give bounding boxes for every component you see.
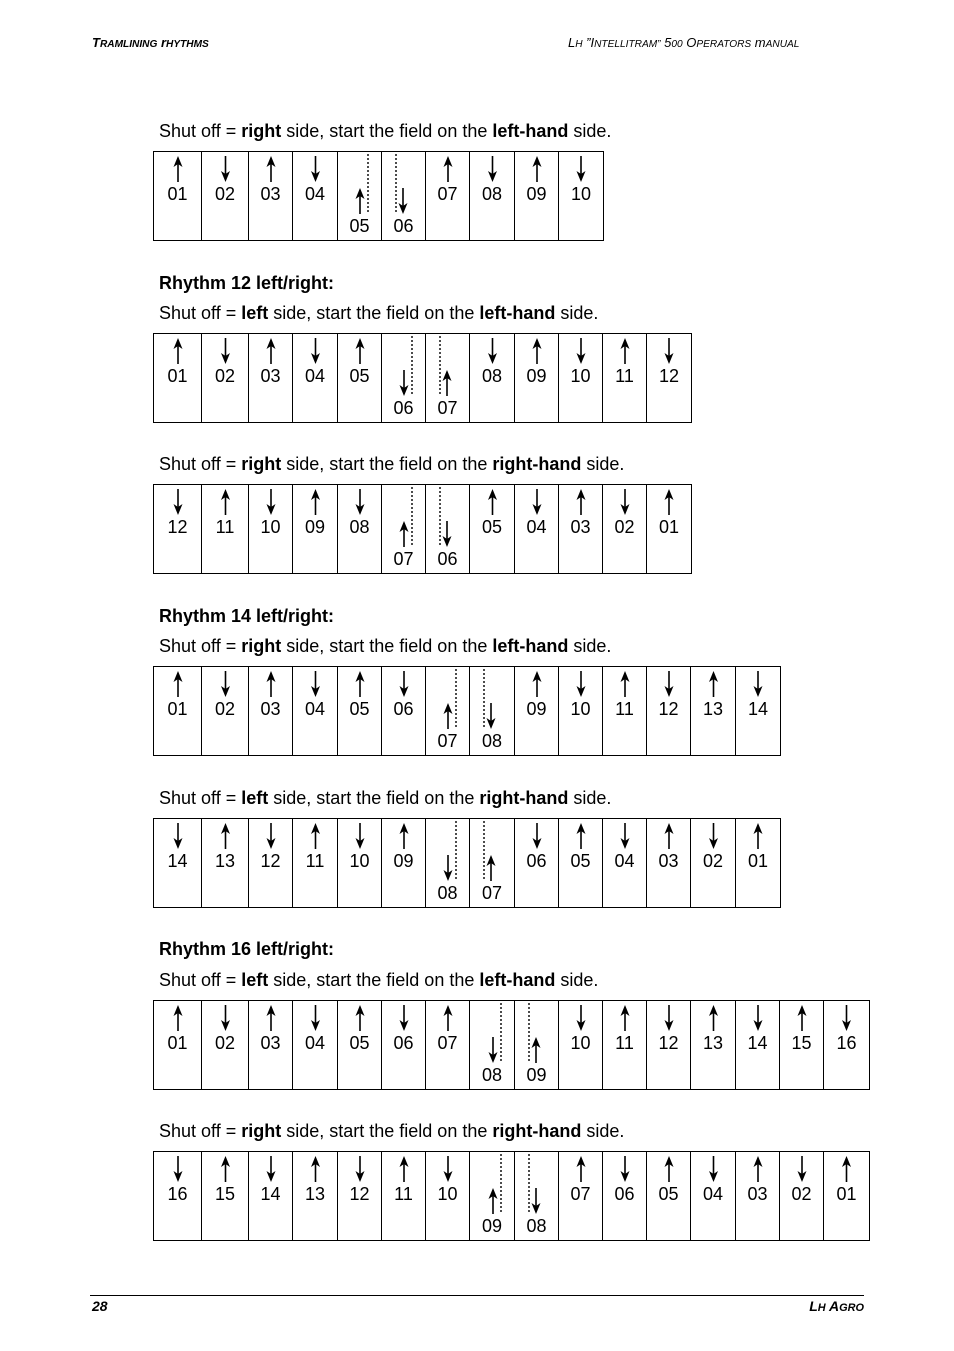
track-number: 06 (393, 699, 414, 719)
track-number: 15 (214, 1184, 236, 1204)
track-number: 02 (214, 1033, 236, 1053)
track-number: 10 (570, 184, 592, 204)
line-pre: Shut off = (159, 454, 242, 474)
track-number: 09 (304, 517, 326, 537)
track-number: 06 (614, 1184, 635, 1204)
track-number: 16 (836, 1033, 857, 1053)
track-cell (515, 1001, 559, 1089)
rhythm-line-2 (159, 453, 624, 475)
track-number: 12 (658, 699, 679, 719)
line-pre: Shut off = (159, 121, 242, 141)
track-number: 02 (614, 517, 635, 537)
track-number: 08 (526, 1216, 547, 1236)
line-post: side. (568, 121, 612, 141)
track-cell (736, 819, 780, 907)
track-number: 09 (526, 699, 547, 719)
line-b1: left (241, 788, 269, 808)
line-pre: Shut off = (159, 636, 242, 656)
track-cell (338, 819, 382, 907)
line-b2: right-hand (492, 1121, 582, 1141)
track-number: 12 (658, 366, 680, 386)
footer-brand: LH AGRO (809, 1298, 864, 1314)
track-number: 08 (481, 184, 503, 204)
track-number: 02 (214, 699, 236, 719)
track-cell (382, 485, 426, 573)
track-cell (647, 334, 691, 422)
track-cell (426, 1152, 470, 1240)
track-number: 06 (393, 1033, 414, 1053)
track-number: 08 (481, 731, 503, 751)
track-number: 01 (167, 184, 188, 204)
track-cell (470, 1001, 515, 1089)
track-cell (154, 334, 202, 422)
rhythm-14-heading: Rhythm 14 left/right: (159, 606, 335, 626)
track-number: 06 (526, 851, 547, 871)
line-b1: left (241, 970, 269, 990)
track-cell (293, 819, 338, 907)
track-number: 04 (614, 851, 635, 871)
track-cell (603, 334, 647, 422)
track-cell (470, 667, 515, 755)
track-number: 04 (304, 1033, 326, 1053)
line-post: side. (581, 1121, 625, 1141)
line-mid: side, start the field on the (268, 788, 480, 808)
track-number: 01 (658, 517, 680, 537)
track-cell (736, 667, 780, 755)
track-number: 02 (214, 184, 236, 204)
track-number: 03 (260, 366, 281, 386)
track-number: 09 (526, 1065, 547, 1085)
track-number: 01 (167, 366, 188, 386)
track-number: 04 (702, 1184, 724, 1204)
track-cell (426, 819, 470, 907)
rhythm-line-1 (159, 302, 598, 324)
rhythm-strip-0 (153, 151, 604, 241)
rhythm-line-0 (159, 120, 611, 142)
track-cell (293, 485, 338, 573)
track-number: 11 (305, 851, 325, 871)
track-number: 03 (260, 184, 281, 204)
track-number: 12 (167, 517, 188, 537)
track-cell (382, 667, 426, 755)
track-cell (202, 334, 249, 422)
track-cell (382, 152, 426, 240)
line-pre: Shut off = (159, 1121, 242, 1141)
line-post: side. (568, 636, 612, 656)
track-cell (515, 819, 559, 907)
line-mid: side, start the field on the (268, 303, 480, 323)
track-cell (154, 1152, 202, 1240)
track-cell (647, 667, 691, 755)
track-number: 07 (437, 184, 458, 204)
line-b2: right-hand (492, 454, 582, 474)
track-number: 05 (349, 216, 370, 236)
track-number: 02 (702, 851, 724, 871)
track-cell (559, 1001, 603, 1089)
track-cell (202, 1152, 249, 1240)
track-cell (559, 1152, 603, 1240)
track-cell (780, 1001, 824, 1089)
rhythm-strip-3 (153, 666, 781, 756)
track-cell (824, 1001, 869, 1089)
track-cell (691, 819, 736, 907)
track-number: 04 (304, 366, 326, 386)
track-number: 14 (260, 1184, 281, 1204)
track-cell (470, 485, 515, 573)
track-number: 07 (393, 549, 414, 569)
line-pre: Shut off = (159, 970, 242, 990)
track-cell (154, 667, 202, 755)
track-number: 07 (437, 398, 458, 418)
track-number: 03 (658, 851, 679, 871)
track-cell (154, 1001, 202, 1089)
track-number: 13 (702, 1033, 724, 1053)
line-b2: left-hand (492, 636, 569, 656)
line-mid: side, start the field on the (281, 454, 493, 474)
track-number: 03 (260, 699, 281, 719)
line-mid: side, start the field on the (281, 1121, 493, 1141)
track-number: 03 (747, 1184, 768, 1204)
track-cell (382, 819, 426, 907)
track-cell (691, 667, 736, 755)
track-number: 07 (437, 1033, 458, 1053)
line-post: side. (568, 788, 612, 808)
track-cell (249, 819, 293, 907)
track-cell (470, 819, 515, 907)
track-cell (426, 334, 470, 422)
line-pre: Shut off = (159, 303, 242, 323)
track-cell (603, 1152, 647, 1240)
line-b2: left-hand (479, 970, 556, 990)
track-cell (338, 334, 382, 422)
track-cell (736, 1152, 780, 1240)
line-mid: side, start the field on the (281, 636, 493, 656)
track-number: 09 (393, 851, 414, 871)
track-cell (202, 1001, 249, 1089)
track-number: 09 (481, 1216, 503, 1236)
track-number: 01 (747, 851, 769, 871)
rhythm-12-heading: Rhythm 12 left/right: (159, 273, 335, 293)
track-number: 02 (791, 1184, 812, 1204)
track-number: 12 (349, 1184, 370, 1204)
track-number: 14 (167, 851, 188, 871)
track-cell (249, 1152, 293, 1240)
track-number: 11 (615, 699, 634, 719)
line-mid: side, start the field on the (281, 121, 493, 141)
line-b1: right (241, 454, 282, 474)
track-cell (249, 152, 293, 240)
track-number: 10 (570, 699, 591, 719)
track-cell (603, 819, 647, 907)
rhythm-line-4 (159, 787, 611, 809)
rhythm-line-5 (159, 969, 598, 991)
track-number: 13 (214, 851, 236, 871)
track-cell (293, 152, 338, 240)
track-number: 11 (394, 1184, 413, 1204)
rhythm-line-3 (159, 635, 611, 657)
line-b2: left-hand (492, 121, 569, 141)
track-cell (338, 485, 382, 573)
track-cell (691, 1152, 736, 1240)
track-cell (603, 667, 647, 755)
track-cell (202, 819, 249, 907)
track-number: 11 (615, 366, 634, 386)
track-cell (426, 1001, 470, 1089)
track-cell (470, 1152, 515, 1240)
track-number: 10 (437, 1184, 458, 1204)
track-cell (293, 1152, 338, 1240)
track-cell (382, 334, 426, 422)
track-number: 04 (304, 184, 326, 204)
track-cell (559, 819, 603, 907)
track-cell (559, 152, 603, 240)
track-cell (515, 334, 559, 422)
track-number: 14 (747, 699, 769, 719)
line-b2: left-hand (479, 303, 556, 323)
line-b1: right (241, 636, 282, 656)
track-cell (647, 819, 691, 907)
track-cell (603, 1001, 647, 1089)
track-cell (647, 1152, 691, 1240)
track-number: 05 (481, 517, 503, 537)
track-number: 16 (167, 1184, 188, 1204)
track-cell (647, 485, 691, 573)
header-section-title: TRAMLINING rHYTHMS (92, 35, 209, 50)
track-number: 05 (570, 851, 591, 871)
track-cell (382, 1152, 426, 1240)
track-cell (426, 667, 470, 755)
track-cell (559, 334, 603, 422)
track-cell (293, 1001, 338, 1089)
track-cell (559, 667, 603, 755)
track-number: 11 (615, 1033, 634, 1053)
track-number: 10 (570, 1033, 591, 1053)
track-number: 13 (702, 699, 724, 719)
line-b2: right-hand (479, 788, 569, 808)
track-cell (249, 334, 293, 422)
track-number: 06 (393, 398, 414, 418)
track-cell (202, 485, 249, 573)
line-b1: left (241, 303, 269, 323)
track-cell (338, 1152, 382, 1240)
line-post: side. (581, 454, 625, 474)
track-number: 10 (349, 851, 370, 871)
track-number: 05 (349, 366, 370, 386)
track-cell (426, 152, 470, 240)
line-b1: right (241, 121, 282, 141)
track-cell (154, 485, 202, 573)
rhythm-strip-6 (153, 1151, 870, 1241)
track-cell (249, 667, 293, 755)
track-cell (426, 485, 470, 573)
track-cell (249, 1001, 293, 1089)
rhythm-strip-4 (153, 818, 781, 908)
track-number: 13 (304, 1184, 326, 1204)
track-cell (736, 1001, 780, 1089)
line-pre: Shut off = (159, 788, 242, 808)
track-cell (780, 1152, 824, 1240)
track-cell (338, 1001, 382, 1089)
page-number: 28 (92, 1298, 108, 1314)
track-cell (515, 667, 559, 755)
track-number: 09 (526, 184, 547, 204)
track-cell (382, 1001, 426, 1089)
track-cell (338, 152, 382, 240)
track-number: 05 (349, 699, 370, 719)
track-number: 11 (215, 517, 235, 537)
track-number: 07 (437, 731, 458, 751)
footer-divider (90, 1295, 864, 1296)
track-number: 08 (481, 1065, 503, 1085)
track-cell (470, 152, 515, 240)
rhythm-16-heading: Rhythm 16 left/right: (159, 939, 335, 959)
header-manual-title: LH ”INTELLITRAM” 500 OPERATORS mANUAL (568, 35, 800, 50)
track-number: 12 (260, 851, 281, 871)
track-number: 14 (747, 1033, 768, 1053)
track-number: 08 (349, 517, 370, 537)
track-cell (515, 485, 559, 573)
track-number: 03 (570, 517, 591, 537)
track-number: 10 (570, 366, 591, 386)
track-cell (691, 1001, 736, 1089)
track-cell (154, 819, 202, 907)
track-cell (824, 1152, 869, 1240)
track-cell (603, 485, 647, 573)
track-cell (647, 1001, 691, 1089)
rhythm-strip-2 (153, 484, 692, 574)
track-number: 10 (260, 517, 281, 537)
track-number: 07 (570, 1184, 591, 1204)
track-number: 01 (167, 1033, 188, 1053)
line-post: side. (555, 303, 599, 323)
track-number: 01 (836, 1184, 857, 1204)
track-cell (293, 334, 338, 422)
line-post: side. (555, 970, 599, 990)
track-cell (293, 667, 338, 755)
track-cell (202, 152, 249, 240)
track-number: 05 (349, 1033, 370, 1053)
track-number: 01 (167, 699, 188, 719)
track-cell (154, 152, 202, 240)
rhythm-line-6 (159, 1120, 624, 1142)
track-cell (202, 667, 249, 755)
track-cell (338, 667, 382, 755)
track-number: 08 (481, 366, 503, 386)
track-number: 03 (260, 1033, 281, 1053)
track-number: 02 (214, 366, 236, 386)
track-number: 04 (526, 517, 547, 537)
track-number: 15 (791, 1033, 812, 1053)
track-number: 04 (304, 699, 326, 719)
track-cell (515, 1152, 559, 1240)
track-number: 12 (658, 1033, 679, 1053)
track-number: 06 (437, 549, 458, 569)
track-number: 08 (437, 883, 458, 903)
line-mid: side, start the field on the (268, 970, 480, 990)
track-number: 05 (658, 1184, 679, 1204)
track-number: 06 (393, 216, 414, 236)
rhythm-strip-5 (153, 1000, 870, 1090)
track-cell (515, 152, 559, 240)
track-number: 09 (526, 366, 547, 386)
track-cell (559, 485, 603, 573)
track-cell (470, 334, 515, 422)
track-number: 07 (481, 883, 503, 903)
line-b1: right (241, 1121, 282, 1141)
rhythm-strip-1 (153, 333, 692, 423)
track-cell (249, 485, 293, 573)
